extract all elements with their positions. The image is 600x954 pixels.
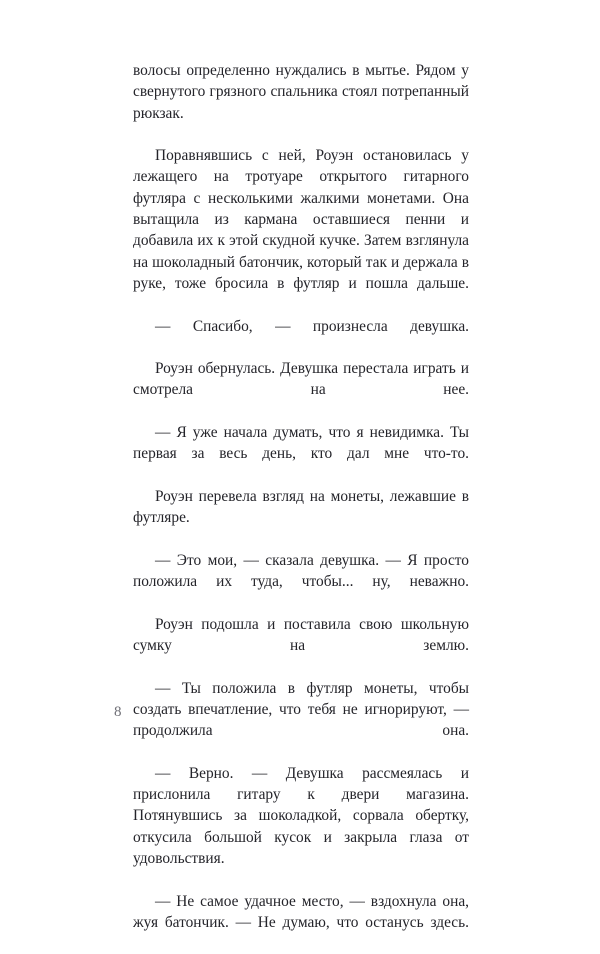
paragraph: — Не самое удачное место, — вздохнула она, жуя батончик. — Не думаю, что останусь здесь. (133, 892, 469, 931)
paragraph: — Спасибо, — произнесла девушка. (155, 317, 469, 335)
page-text-block (133, 60, 469, 954)
paragraph: Поравнявшись с ней, Роуэн остановилась у лежащего на тротуаре открытого гитарного футляра с несколькими жалкими монетами. Она вытащила из кармана оставшиеся пенни и добавила их к этой скудной кучке. Затем взглянула на шоколадный батончик, который так и держала в руке, тоже бросила в футляр и пошла дальше. (133, 147, 469, 292)
paragraph: — Я уже начала думать, что я невидимка. Ты первая за весь день, кто дал мне что-то. (133, 424, 469, 463)
paragraph: — Ты положила в футляр монеты, чтобы создать впечатление, что тебя не игнорируют, — продолжила она. (133, 679, 469, 740)
page-number: 8 (114, 704, 122, 720)
paragraph: — Это мои, — сказала девушка. — Я просто положила их туда, чтобы... ну, неважно. (133, 551, 469, 591)
paragraph: — Верно. — Девушка рассмеялась и прислонила гитару к двери магазина. Потянувшись за шоколадкой, сорвала обертку, откусила большой кусок и закрыла глаза от удовольствия. (133, 764, 469, 867)
paragraph: Роуэн перевела взгляд на монеты, лежавшие в футляре. (133, 487, 469, 527)
paragraph: волосы определенно нуждались в мытье. Рядом у свернутого грязного спальника стоял потрепанный рюкзак. (133, 62, 469, 122)
paragraph: Роуэн подошла и поставила свою школьную сумку на землю. (133, 615, 469, 655)
paragraph: Роуэн обернулась. Девушка перестала играть и смотрела на нее. (133, 360, 469, 399)
